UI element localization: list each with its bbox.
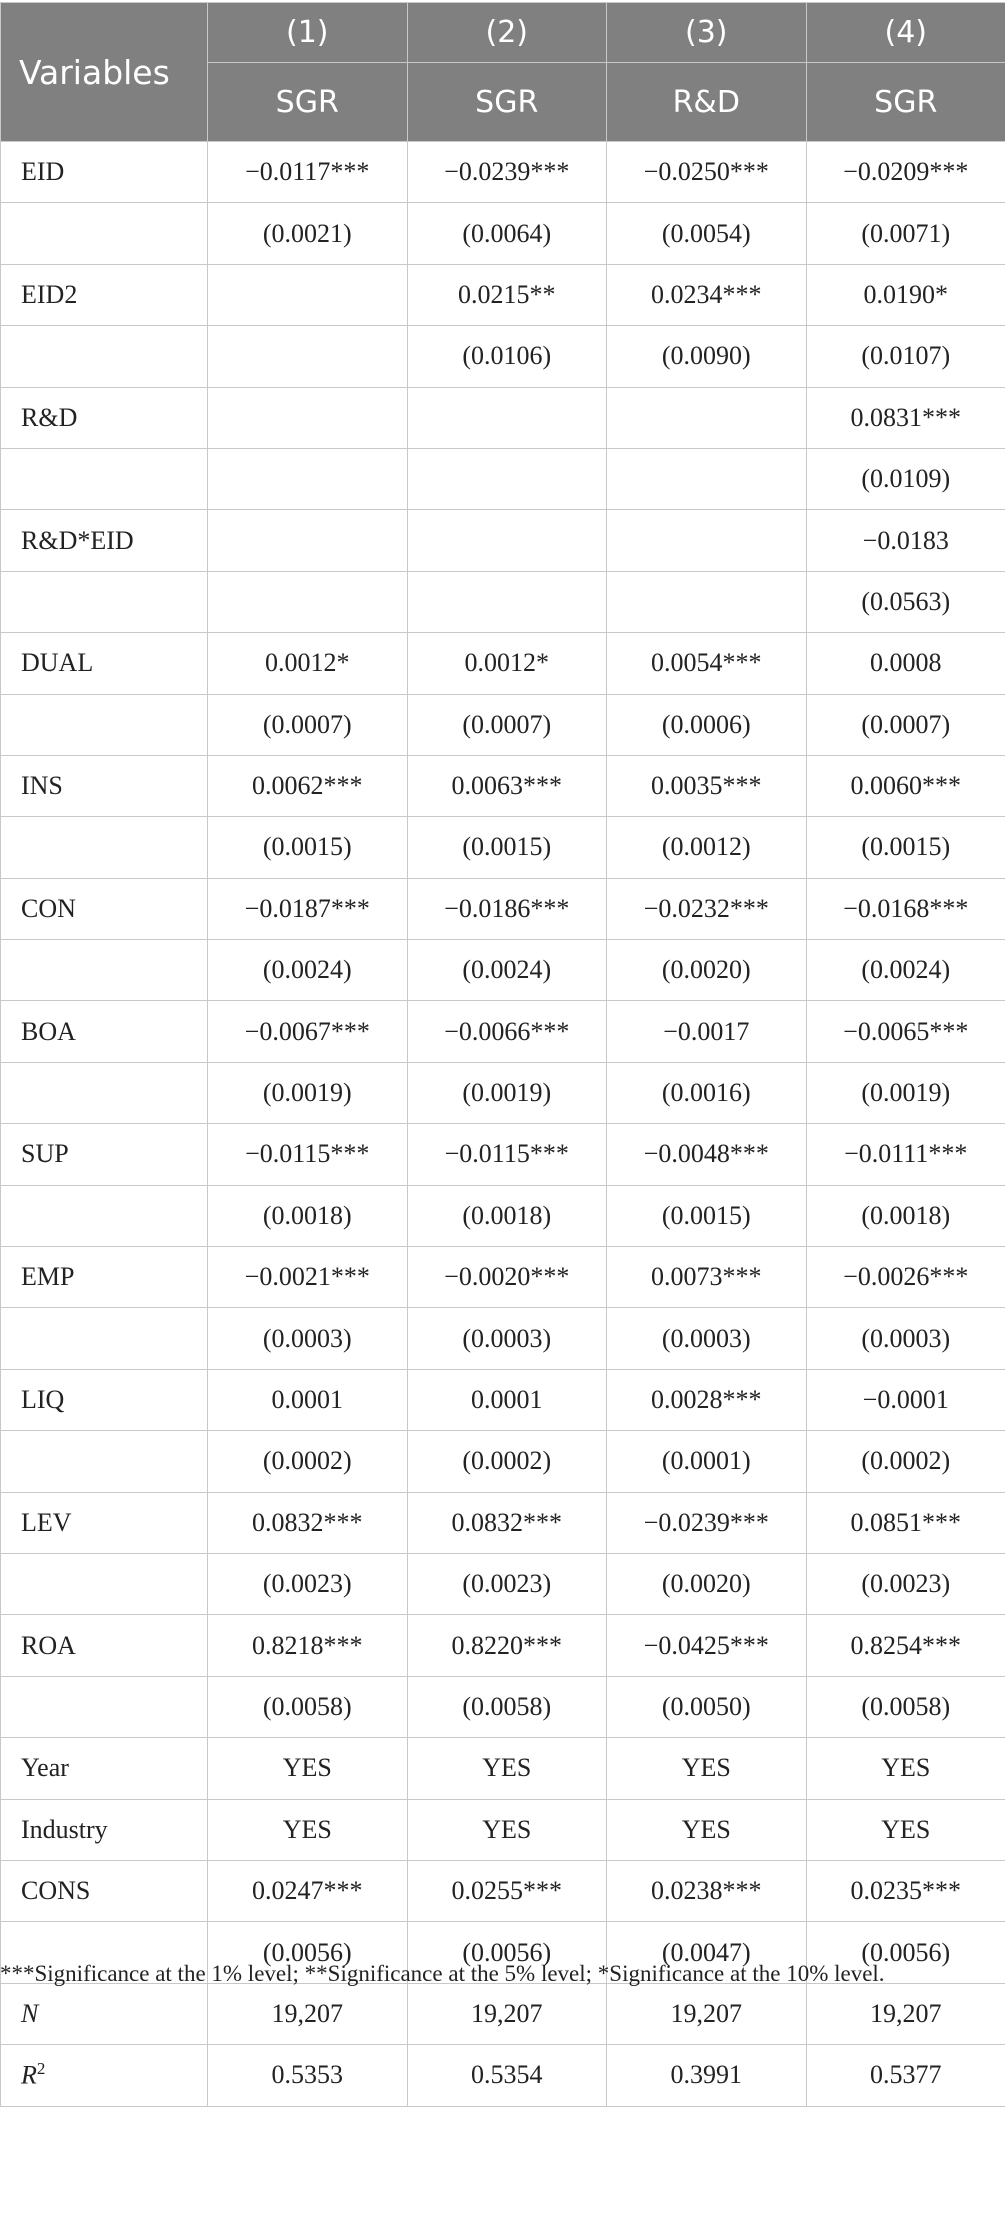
table-cell: −0.0115***: [407, 1124, 607, 1185]
row-label-text: N: [21, 1998, 39, 2028]
row-label: [1, 2045, 208, 2106]
table-row: [1, 1308, 1005, 1369]
table-cell: YES: [607, 1799, 807, 1860]
table-cell: (0.0020): [607, 940, 807, 1001]
table-cell: (0.0019): [208, 1062, 408, 1123]
table-cell: 0.0255***: [407, 1860, 607, 1921]
table-cell: −0.0115***: [208, 1124, 408, 1185]
table-cell: 0.5354: [407, 2045, 607, 2106]
table-cell: [607, 448, 807, 509]
column-dependent-1: SGR: [208, 63, 408, 142]
table-cell: 0.5353: [208, 2045, 408, 2106]
table-cell: (0.0056): [208, 1922, 408, 1983]
table-cell: (0.0106): [407, 326, 607, 387]
table-cell: (0.0015): [806, 817, 1005, 878]
table-cell: (0.0058): [407, 1676, 607, 1737]
table-cell: −0.0232***: [607, 878, 807, 939]
table-cell: (0.0058): [208, 1676, 408, 1737]
table-cell: (0.0003): [407, 1308, 607, 1369]
table-cell: [607, 571, 807, 632]
table-cell: 0.0001: [208, 1369, 408, 1430]
table-cell: YES: [407, 1738, 607, 1799]
row-label: INS: [1, 755, 208, 816]
table-cell: (0.0024): [806, 940, 1005, 1001]
table-cell: (0.0002): [806, 1431, 1005, 1492]
table-cell: (0.0064): [407, 203, 607, 264]
table-row: [1, 1247, 1005, 1308]
row-label: [1, 1185, 208, 1246]
table-footnote: ***Significance at the 1% level; **Significance at the 5% level; *Significance at the 10% level.: [0, 1961, 885, 1986]
table-cell: [208, 387, 408, 448]
table-row: [1, 1001, 1005, 1062]
table-cell: (0.0020): [607, 1553, 807, 1614]
table-cell: 0.0831***: [806, 387, 1005, 448]
table-cell: −0.0168***: [806, 878, 1005, 939]
row-label: Year: [1, 1738, 208, 1799]
table-cell: −0.0425***: [607, 1615, 807, 1676]
table-cell: 19,207: [407, 1983, 607, 2044]
table-row: [1, 1124, 1005, 1185]
table-row: [1, 878, 1005, 939]
table-cell: 0.8254***: [806, 1615, 1005, 1676]
table-cell: (0.0023): [208, 1553, 408, 1614]
table-cell: (0.0021): [208, 203, 408, 264]
table-cell: 19,207: [806, 1983, 1005, 2044]
table-cell: 0.0247***: [208, 1860, 408, 1921]
table-cell: (0.0107): [806, 326, 1005, 387]
table-cell: (0.0056): [806, 1922, 1005, 1983]
table-cell: 0.0062***: [208, 755, 408, 816]
table-cell: −0.0026***: [806, 1247, 1005, 1308]
row-label: [1, 694, 208, 755]
table-cell: 19,207: [208, 1983, 408, 2044]
table-cell: [208, 571, 408, 632]
table-cell: 0.0851***: [806, 1492, 1005, 1553]
table-row: [1, 1431, 1005, 1492]
table-cell: −0.0239***: [607, 1492, 807, 1553]
table-cell: (0.0023): [407, 1553, 607, 1614]
column-number-4: (4): [806, 3, 1005, 63]
table-cell: (0.0056): [407, 1922, 607, 1983]
column-number-3: (3): [607, 3, 807, 63]
table-row: [1, 2045, 1005, 2106]
row-label: Industry: [1, 1799, 208, 1860]
table-row: [1, 1615, 1005, 1676]
column-dependent-3: R&D: [607, 63, 807, 142]
regression-table: [0, 2, 1005, 2107]
table-cell: 0.0035***: [607, 755, 807, 816]
table-row: [1, 326, 1005, 387]
row-label: [1, 1676, 208, 1737]
table-cell: 0.0832***: [407, 1492, 607, 1553]
table-cell: (0.0015): [208, 817, 408, 878]
table-row: [1, 448, 1005, 509]
table-cell: (0.0023): [806, 1553, 1005, 1614]
table-cell: [208, 264, 408, 325]
table-cell: 0.5377: [806, 2045, 1005, 2106]
row-label: LEV: [1, 1492, 208, 1553]
table-cell: 0.0054***: [607, 633, 807, 694]
table-cell: [208, 448, 408, 509]
table-cell: 0.8220***: [407, 1615, 607, 1676]
table-row: [1, 694, 1005, 755]
table-cell: (0.0003): [607, 1308, 807, 1369]
table-cell: (0.0024): [208, 940, 408, 1001]
table-cell: (0.0018): [208, 1185, 408, 1246]
table-row: [1, 1738, 1005, 1799]
row-label: [1, 571, 208, 632]
row-label: BOA: [1, 1001, 208, 1062]
table-cell: (0.0002): [208, 1431, 408, 1492]
table-cell: 0.0238***: [607, 1860, 807, 1921]
table-row: [1, 510, 1005, 571]
table-cell: [607, 510, 807, 571]
row-label: EID2: [1, 264, 208, 325]
row-label-text: R: [21, 2061, 37, 2091]
table-row: [1, 817, 1005, 878]
table-cell: (0.0002): [407, 1431, 607, 1492]
table-cell: 0.0190*: [806, 264, 1005, 325]
table-cell: [407, 448, 607, 509]
row-label: [1, 1431, 208, 1492]
row-label: [1, 940, 208, 1001]
table-cell: 19,207: [607, 1983, 807, 2044]
row-label: CON: [1, 878, 208, 939]
table-cell: −0.0239***: [407, 142, 607, 203]
table-row: [1, 142, 1005, 203]
table-cell: YES: [607, 1738, 807, 1799]
table-cell: 0.0063***: [407, 755, 607, 816]
table-cell: (0.0058): [806, 1676, 1005, 1737]
table-cell: −0.0250***: [607, 142, 807, 203]
table-row: [1, 633, 1005, 694]
table-cell: 0.0012*: [407, 633, 607, 694]
row-label: CONS: [1, 1860, 208, 1921]
table-cell: (0.0003): [208, 1308, 408, 1369]
table-cell: (0.0006): [607, 694, 807, 755]
table-cell: (0.0019): [407, 1062, 607, 1123]
row-label: [1, 817, 208, 878]
row-label: EID: [1, 142, 208, 203]
table-cell: (0.0015): [407, 817, 607, 878]
table-cell: 0.0235***: [806, 1860, 1005, 1921]
table-cell: −0.0209***: [806, 142, 1005, 203]
table-row: [1, 1369, 1005, 1430]
table-cell: (0.0001): [607, 1431, 807, 1492]
table-row: [1, 264, 1005, 325]
table-cell: −0.0067***: [208, 1001, 408, 1062]
table-cell: −0.0001: [806, 1369, 1005, 1430]
table-cell: 0.0028***: [607, 1369, 807, 1430]
table-cell: (0.0012): [607, 817, 807, 878]
table-cell: (0.0018): [806, 1185, 1005, 1246]
row-label: LIQ: [1, 1369, 208, 1430]
table-cell: −0.0020***: [407, 1247, 607, 1308]
row-label: SUP: [1, 1124, 208, 1185]
row-label: [1, 1308, 208, 1369]
table-row: [1, 1492, 1005, 1553]
table-cell: [208, 326, 408, 387]
table-cell: 0.3991: [607, 2045, 807, 2106]
table-row: [1, 1062, 1005, 1123]
table-cell: 0.8218***: [208, 1615, 408, 1676]
table-cell: −0.0187***: [208, 878, 408, 939]
table-cell: YES: [208, 1738, 408, 1799]
table-cell: [607, 387, 807, 448]
row-label: R&D: [1, 387, 208, 448]
table-cell: (0.0003): [806, 1308, 1005, 1369]
table-cell: −0.0048***: [607, 1124, 807, 1185]
table-cell: YES: [806, 1799, 1005, 1860]
table-row: [1, 1676, 1005, 1737]
table-cell: (0.0109): [806, 448, 1005, 509]
column-dependent-4: SGR: [806, 63, 1005, 142]
row-label: [1, 1062, 208, 1123]
table-cell: 0.0012*: [208, 633, 408, 694]
table-row: [1, 571, 1005, 632]
table-cell: (0.0015): [607, 1185, 807, 1246]
table-row: [1, 203, 1005, 264]
table-cell: (0.0016): [607, 1062, 807, 1123]
table-row: [1, 1860, 1005, 1921]
row-label: ROA: [1, 1615, 208, 1676]
column-number-2: (2): [407, 3, 607, 63]
table-cell: −0.0017: [607, 1001, 807, 1062]
table-cell: (0.0007): [208, 694, 408, 755]
table-header: [1, 3, 1005, 142]
table-cell: −0.0186***: [407, 878, 607, 939]
table-row: [1, 755, 1005, 816]
table-cell: 0.0060***: [806, 755, 1005, 816]
table-cell: −0.0021***: [208, 1247, 408, 1308]
table-cell: [208, 510, 408, 571]
table-cell: (0.0019): [806, 1062, 1005, 1123]
table-row: [1, 1799, 1005, 1860]
table-cell: (0.0047): [607, 1922, 807, 1983]
table-row: [1, 940, 1005, 1001]
column-dependent-2: SGR: [407, 63, 607, 142]
table-cell: −0.0111***: [806, 1124, 1005, 1185]
table-cell: YES: [407, 1799, 607, 1860]
table-row: [1, 1553, 1005, 1614]
table-cell: [407, 571, 607, 632]
table-cell: 0.0008: [806, 633, 1005, 694]
table-cell: YES: [806, 1738, 1005, 1799]
table-cell: (0.0050): [607, 1676, 807, 1737]
row-label: EMP: [1, 1247, 208, 1308]
variables-header: Variables: [1, 3, 208, 142]
row-label: [1, 448, 208, 509]
table-cell: [407, 387, 607, 448]
table-cell: (0.0071): [806, 203, 1005, 264]
table-row: [1, 1185, 1005, 1246]
table-cell: (0.0090): [607, 326, 807, 387]
table-cell: 0.0234***: [607, 264, 807, 325]
row-label: [1, 203, 208, 264]
row-label: [1, 326, 208, 387]
row-label: DUAL: [1, 633, 208, 694]
table-cell: −0.0183: [806, 510, 1005, 571]
table-cell: −0.0066***: [407, 1001, 607, 1062]
table-cell: (0.0563): [806, 571, 1005, 632]
table-cell: (0.0024): [407, 940, 607, 1001]
row-label: [1, 1553, 208, 1614]
table-cell: 0.0832***: [208, 1492, 408, 1553]
table-cell: (0.0054): [607, 203, 807, 264]
table-cell: [407, 510, 607, 571]
table-cell: (0.0007): [806, 694, 1005, 755]
table-cell: −0.0065***: [806, 1001, 1005, 1062]
row-label-superscript: 2: [36, 2059, 46, 2079]
table-cell: (0.0007): [407, 694, 607, 755]
table-cell: 0.0073***: [607, 1247, 807, 1308]
table-cell: YES: [208, 1799, 408, 1860]
table-cell: 0.0215**: [407, 264, 607, 325]
table-cell: (0.0018): [407, 1185, 607, 1246]
row-label: R&D*EID: [1, 510, 208, 571]
table-row: [1, 387, 1005, 448]
table-body: [1, 142, 1005, 2107]
table-cell: −0.0117***: [208, 142, 408, 203]
column-number-1: (1): [208, 3, 408, 63]
table-cell: 0.0001: [407, 1369, 607, 1430]
